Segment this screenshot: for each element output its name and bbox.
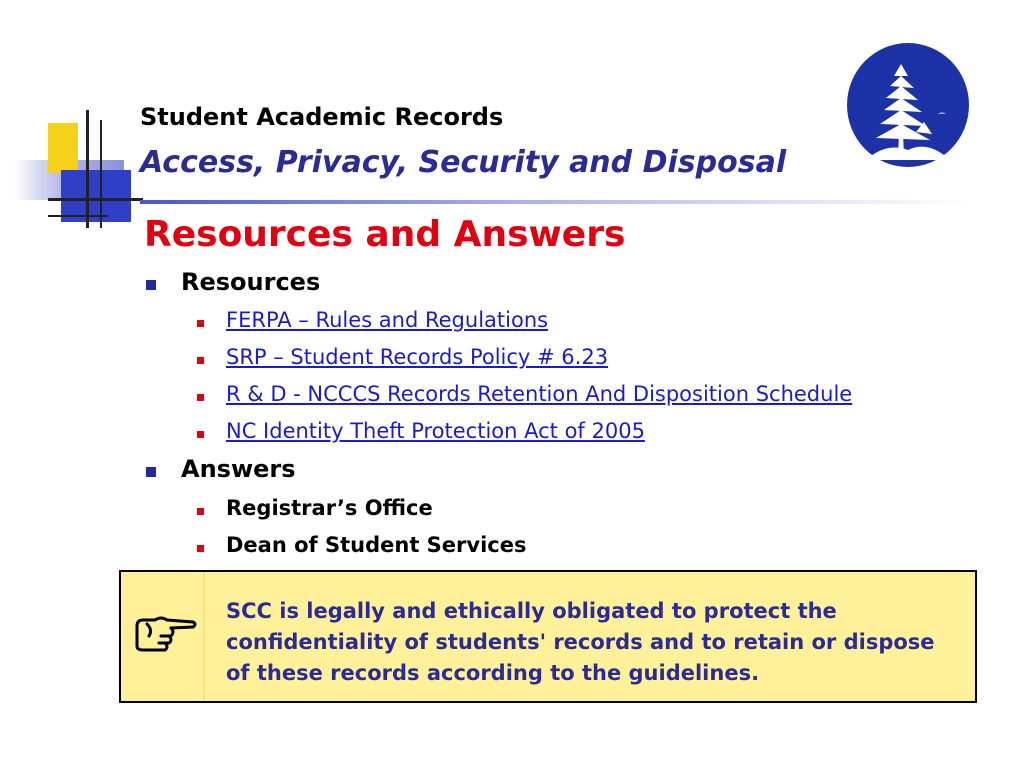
link-ferpa[interactable]: FERPA – Rules and Regulations [226,308,549,332]
section-title: Resources and Answers [144,214,626,255]
pointing-hand-icon [131,612,199,656]
bullet-icon [197,357,204,364]
callout-text: SCC is legally and ethically obligated to protect the confidentiality of students' records and to retain or dispose of these records according to the guidelines. [226,599,935,685]
decorative-line [48,198,143,201]
resources-heading: Resources [181,268,321,296]
answer-item: Registrar’s Office [226,496,433,520]
college-logo-icon [846,42,970,168]
link-identity-theft-act[interactable]: NC Identity Theft Protection Act of 2005 [226,419,645,443]
callout-box [119,570,977,703]
link-retention-schedule[interactable]: R & D - NCCCS Records Retention And Disposition Schedule [226,382,853,406]
callout-divider [203,572,205,701]
decorative-line [86,110,89,228]
link-srp[interactable]: SRP – Student Records Policy # 6.23 [226,345,609,369]
answer-item: Dean of Student Services [226,533,527,557]
bullet-icon [197,394,204,401]
bullet-icon [146,280,156,290]
answers-heading: Answers [181,455,296,483]
decorative-line [100,120,102,228]
bullet-icon [197,545,204,552]
bullet-icon [197,508,204,515]
slide-title: Access, Privacy, Security and Disposal [140,145,787,180]
decorative-line [48,215,108,217]
bullet-icon [146,467,156,477]
bullet-icon [197,320,204,327]
decorative-yellow-square [48,123,78,173]
header-divider [140,200,970,204]
bullet-icon [197,431,204,438]
slide-subtitle: Student Academic Records [140,103,504,131]
